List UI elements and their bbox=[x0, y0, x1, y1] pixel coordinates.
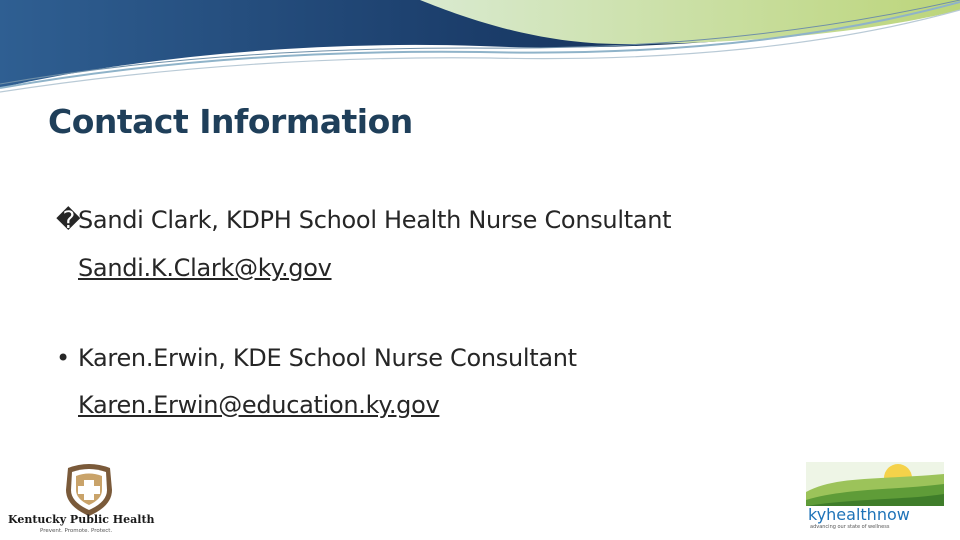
email-link-karen[interactable]: Karen.Erwin@education.ky.gov bbox=[78, 391, 440, 419]
kyh-logo-text: kyhealthnow bbox=[808, 505, 910, 524]
contact-line-sandi bbox=[56, 206, 671, 234]
contact-name-title: Karen.Erwin, KDE School Nurse Consultant bbox=[78, 344, 577, 372]
email-link-sandi[interactable]: Sandi.K.Clark@ky.gov bbox=[78, 254, 332, 282]
kyhealthnow-logo bbox=[806, 458, 946, 530]
header-banner bbox=[0, 0, 960, 100]
contact-line-karen bbox=[56, 344, 577, 372]
kph-logo-text: Kentucky Public Health bbox=[8, 513, 155, 526]
page-title: Contact Information bbox=[48, 102, 413, 141]
kph-logo-tagline: Prevent. Promote. Protect. bbox=[40, 528, 113, 534]
contact-name-title: Sandi Clark, KDPH School Health Nurse Consultant bbox=[78, 206, 672, 234]
kyh-logo-tagline: advancing our state of wellness bbox=[810, 524, 890, 530]
bullet-glyph: • bbox=[56, 344, 70, 372]
contact-email-karen-row bbox=[78, 391, 439, 419]
bullet-glyph: � bbox=[56, 206, 81, 234]
kentucky-public-health-logo bbox=[4, 462, 174, 534]
contact-email-sandi-row bbox=[78, 254, 332, 282]
